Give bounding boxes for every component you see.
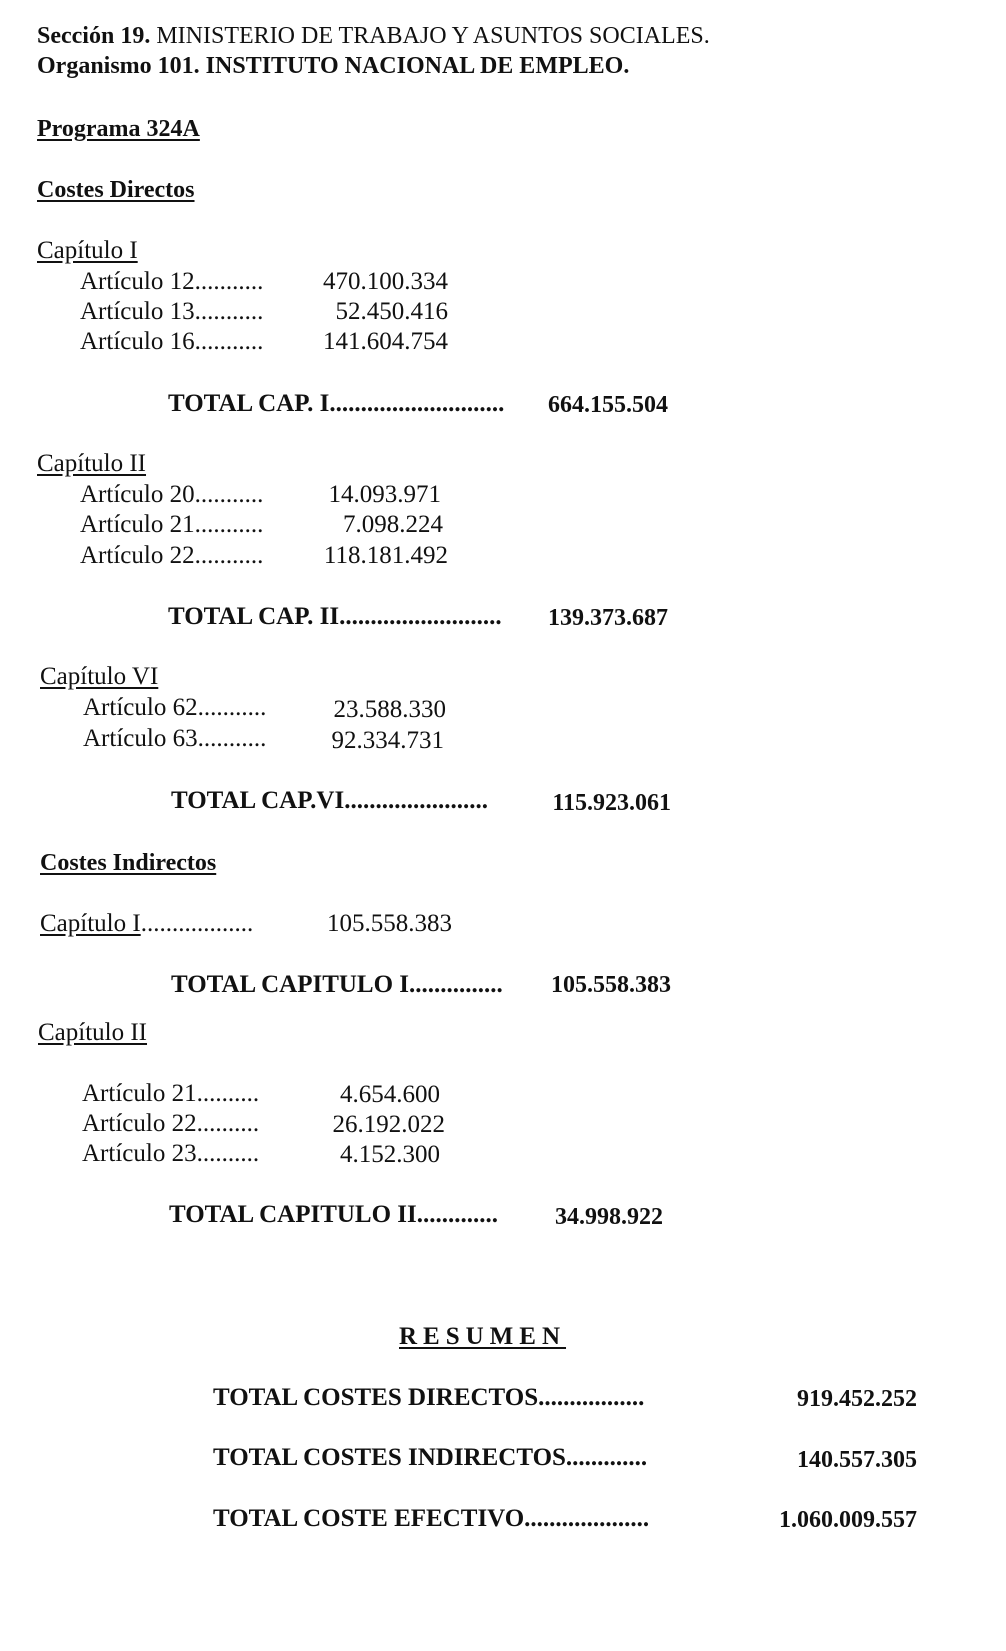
programa-heading: Programa 324A [37, 116, 200, 142]
articulo-value: 470.100.334 [323, 268, 448, 295]
total-value: 139.373.687 [548, 605, 668, 631]
capitulo-heading: Capítulo II [37, 450, 147, 477]
resumen-row-label: TOTAL COSTES INDIRECTOS............. [213, 1444, 648, 1471]
resumen-row-value: 919.452.252 [797, 1386, 917, 1412]
organismo-line: Organismo 101. INSTITUTO NACIONAL DE EMPLEO. [37, 53, 630, 79]
articulo-label: Artículo 22........... [80, 542, 264, 569]
total-label: TOTAL CAP. II.......................... [168, 603, 502, 630]
resumen-row-value: 1.060.009.557 [779, 1507, 917, 1533]
articulo-value: 4.654.600 [340, 1081, 440, 1108]
resumen-row-label: TOTAL COSTES DIRECTOS................. [213, 1384, 645, 1411]
capitulo-heading: Capítulo I [40, 910, 141, 937]
articulo-label: Artículo 12........... [80, 268, 264, 295]
total-label: TOTAL CAP. I............................ [168, 390, 505, 417]
capitulo-heading: Capítulo VI [40, 663, 159, 690]
capitulo-value: 105.558.383 [327, 910, 452, 937]
capitulo-heading: Capítulo I [37, 237, 138, 264]
costes-directos-heading: Costes Directos [37, 177, 195, 203]
capitulo-heading: Capítulo II [38, 1019, 148, 1046]
total-value: 34.998.922 [555, 1204, 663, 1230]
articulo-value: 92.334.731 [331, 727, 444, 754]
resumen-heading: RESUMEN [399, 1323, 567, 1350]
seccion-name: MINISTERIO DE TRABAJO Y ASUNTOS SOCIALES. [156, 23, 710, 49]
articulo-value: 26.192.022 [332, 1111, 445, 1138]
articulo-label: Artículo 63........... [83, 725, 267, 752]
resumen-row-value: 140.557.305 [797, 1447, 917, 1473]
seccion-label: Sección 19. [37, 23, 151, 49]
articulo-label: Artículo 21........... [80, 511, 264, 538]
articulo-value: 118.181.492 [323, 542, 448, 569]
resumen-row-label: TOTAL COSTE EFECTIVO.................... [213, 1505, 650, 1532]
articulo-label: Artículo 16........... [80, 328, 264, 355]
articulo-label: Artículo 13........... [80, 298, 264, 325]
total-value: 664.155.504 [548, 392, 668, 418]
articulo-value: 52.450.416 [335, 298, 448, 325]
articulo-value: 7.098.224 [343, 511, 443, 538]
total-label: TOTAL CAPITULO I............... [171, 971, 503, 998]
total-label: TOTAL CAPITULO II............. [169, 1201, 499, 1228]
total-label: TOTAL CAP.VI....................... [171, 787, 488, 814]
articulo-label: Artículo 23.......... [82, 1140, 260, 1167]
articulo-value: 14.093.971 [328, 481, 441, 508]
articulo-label: Artículo 22.......... [82, 1110, 260, 1137]
articulo-value: 23.588.330 [333, 696, 446, 723]
total-value: 105.558.383 [551, 972, 671, 998]
total-value: 115.923.061 [552, 790, 671, 816]
costes-indirectos-heading: Costes Indirectos [40, 850, 217, 876]
seccion-line [37, 24, 710, 48]
articulo-label: Artículo 21.......... [82, 1080, 260, 1107]
articulo-value: 4.152.300 [340, 1141, 440, 1168]
articulo-label: Artículo 20........... [80, 481, 264, 508]
capitulo-line [40, 911, 253, 936]
articulo-label: Artículo 62........... [83, 694, 267, 721]
articulo-value: 141.604.754 [323, 328, 448, 355]
leader-dots: .................. [140, 910, 254, 937]
